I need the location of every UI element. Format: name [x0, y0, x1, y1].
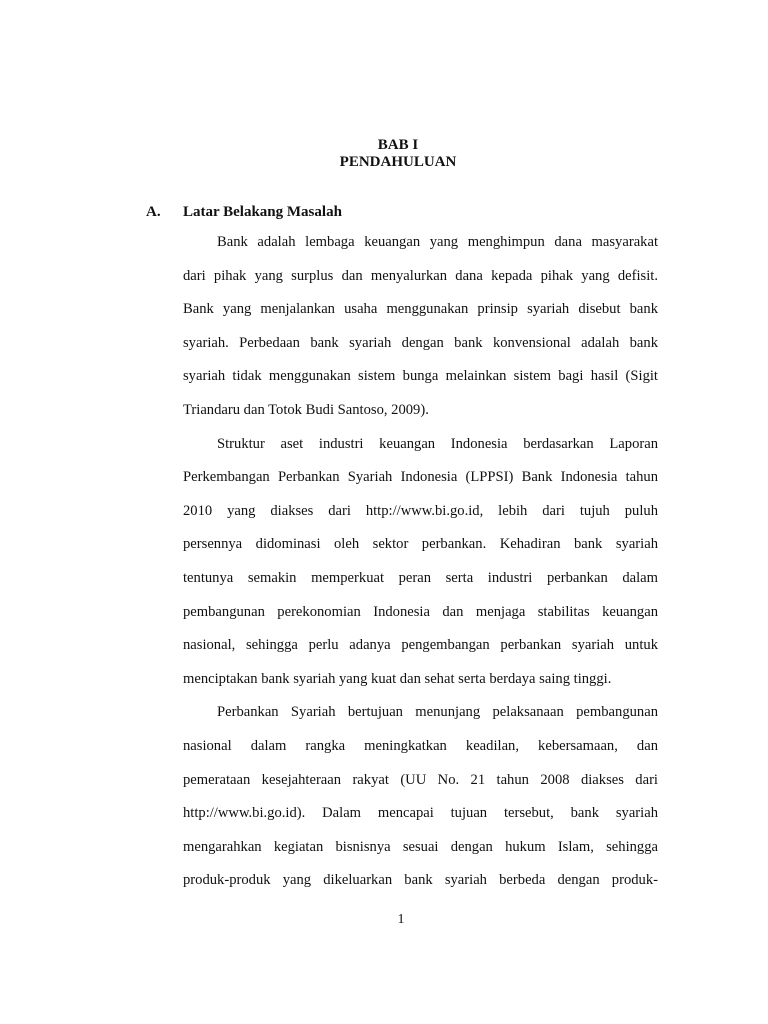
text-line: persennya didominasi oleh sektor perbankan. Kehadiran bank syariah [183, 536, 658, 553]
chapter-title: PENDAHULUAN [339, 154, 457, 170]
text-line: syariah. Perbedaan bank syariah dengan bank konvensional adalah bank [183, 334, 658, 351]
text-line: mengarahkan kegiatan bisnisnya sesuai dengan hukum Islam, sehingga [183, 838, 658, 855]
text-line: tentunya semakin memperkuat peran serta industri perbankan dalam [183, 569, 658, 586]
text-line: Bank adalah lembaga keuangan yang menghimpun dana masyarakat [217, 234, 658, 250]
text-line: 2010 yang diakses dari http://www.bi.go.id, lebih dari tujuh puluh [183, 502, 658, 519]
text-line: nasional, sehingga perlu adanya pengembangan perbankan syariah untuk [183, 637, 658, 654]
text-line: pemerataan kesejahteraan rakyat (UU No. 21 tahun 2008 diakses dari [183, 771, 658, 788]
text-line: dari pihak yang surplus dan menyalurkan dana kepada pihak yang defisit. [183, 267, 658, 284]
chapter-number: BAB I [377, 137, 419, 153]
text-line: syariah tidak menggunakan sistem bunga melainkan sistem bagi hasil (Sigit [183, 368, 658, 385]
text-line: Perbankan Syariah bertujuan menunjang pelaksanaan pembangunan [217, 704, 658, 721]
text-line: Bank yang menjalankan usaha menggunakan prinsip syariah disebut bank [183, 301, 658, 318]
text-line: Struktur aset industri keuangan Indonesia berdasarkan Laporan [217, 435, 658, 452]
text-line: produk-produk yang dikeluarkan bank syariah berbeda dengan produk- [183, 872, 658, 889]
text-line: Perkembangan Perbankan Syariah Indonesia (LPPSI) Bank Indonesia tahun [183, 469, 658, 486]
body-text [183, 232, 658, 904]
text-line: http://www.bi.go.id). Dalam mencapai tujuan tersebut, bank syariah [183, 805, 658, 822]
text-line: nasional dalam rangka meningkatkan keadilan, kebersamaan, dan [183, 737, 658, 754]
text-line: menciptakan bank syariah yang kuat dan sehat serta berdaya saing tinggi. [183, 670, 612, 687]
text-line: pembangunan perekonomian Indonesia dan menjaga stabilitas keuangan [183, 603, 658, 620]
section-marker: A. [146, 204, 161, 220]
page-number: 1 [397, 912, 405, 927]
section-title: Latar Belakang Masalah [183, 204, 342, 220]
text-line: Triandaru dan Totok Budi Santoso, 2009). [183, 401, 429, 418]
